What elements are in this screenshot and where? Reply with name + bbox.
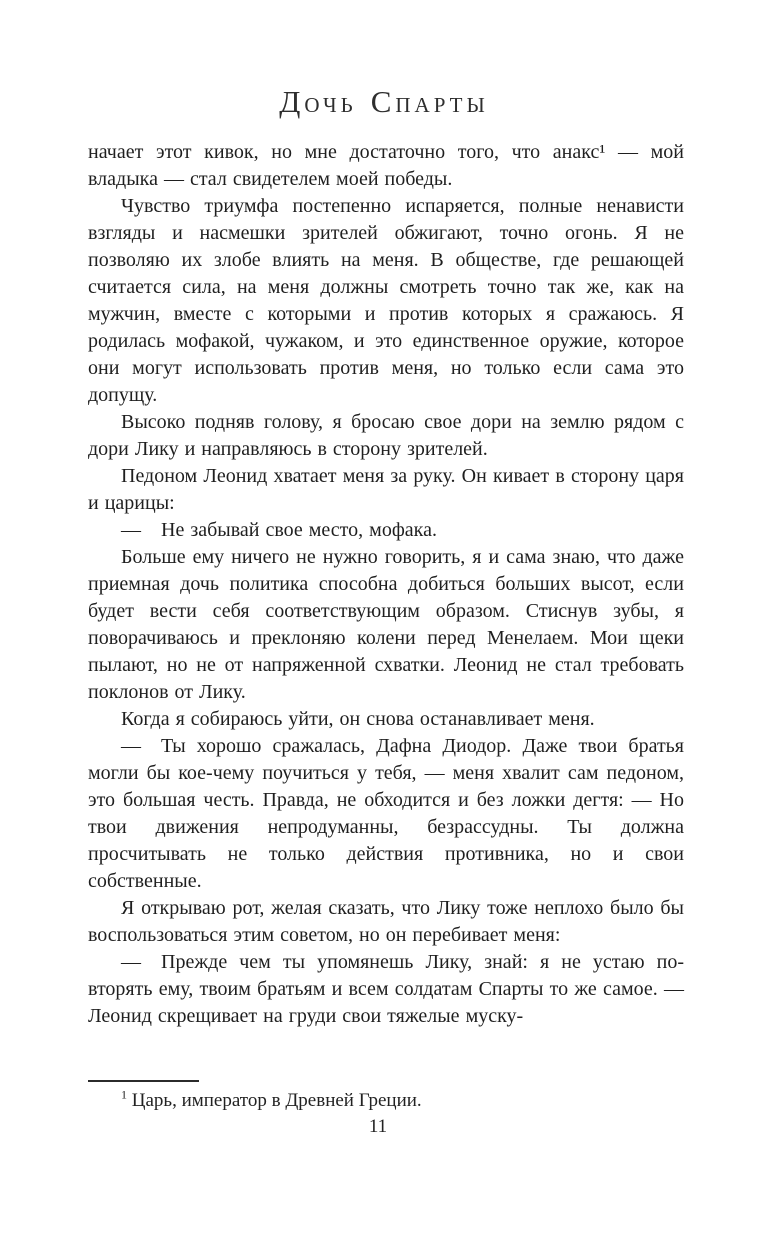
paragraph: Высоко подняв голову, я бросаю свое дори на землю рядом с дори Лику и направляюсь в сторону зрителей. [88,411,684,460]
paragraph: — Прежде чем ты упомянешь Лику, знай: я не устаю повторять ему, твоим братьям и всем солдатам Спарты то же самое. — Леонид скрещивает на груди свои тяжелые муску- [88,951,684,1027]
paragraph: Больше ему ничего не нужно говорить, я и сама знаю, что даже приемная дочь политика способна добиться больших высот, если будет вести себя соответствующим образом. Стиснув зубы, я поворачиваюсь и преклоняю колени перед Менелаем. Мои щеки пылают, но не от напряженной схватки. Леонид не стал требовать поклонов от Лику. [88,546,684,703]
paragraph: начает этот кивок, но мне достаточно того, что анакс¹ — мой владыка — стал свидетелем моей победы. [88,141,684,190]
footnote-marker: 1 [121,1087,127,1102]
page-number: 11 [368,1116,388,1137]
footnote [88,1088,684,1113]
running-title-word: СПАРТЫ [370,84,489,119]
paragraph: Когда я собираюсь уйти, он снова останавливает меня. [121,708,595,730]
paragraph: Педоном Леонид хватает меня за руку. Он кивает в сторону царя и царицы: [88,465,684,514]
running-title-word: ДОЧЬ [279,84,357,119]
footnote-divider [88,1080,199,1082]
paragraph: — Ты хорошо сражалась, Дафна Диодор. Даже твои братья могли бы кое-чему поучиться у тебя, — меня хвалит сам педоном, это большая честь. Правда, не обходится и без ложки дегтя: — Но твои движения непродуманны, безрассудны. Ты должна просчитывать не только действия противника, но и свои собственные. [88,735,684,892]
paragraph: Чувство триумфа постепенно испаряется, полные ненависти взгляды и насмешки зрителей обжигают, точно огонь. Я не позволяю их злобе влиять на меня. В обществе, где решающей считается сила, на меня должны смотреть точно так же, как на мужчин, вместе с которыми и против которых я сражаюсь. Я родилась мофакой, чужаком, и это единственное оружие, которое они могут использовать против меня, но только если сама это допущу. [88,195,684,406]
paragraph: Я открываю рот, желая сказать, что Лику тоже неплохо было бы воспользоваться этим советом, но он перебивает меня: [88,897,684,946]
footnote-area [88,1080,684,1113]
paragraph: — Не забывай свое место, мофака. [121,519,437,541]
footnote-text: Царь, император в Древней Греции. [131,1090,422,1111]
running-title [0,84,768,120]
body-text [88,139,684,1030]
